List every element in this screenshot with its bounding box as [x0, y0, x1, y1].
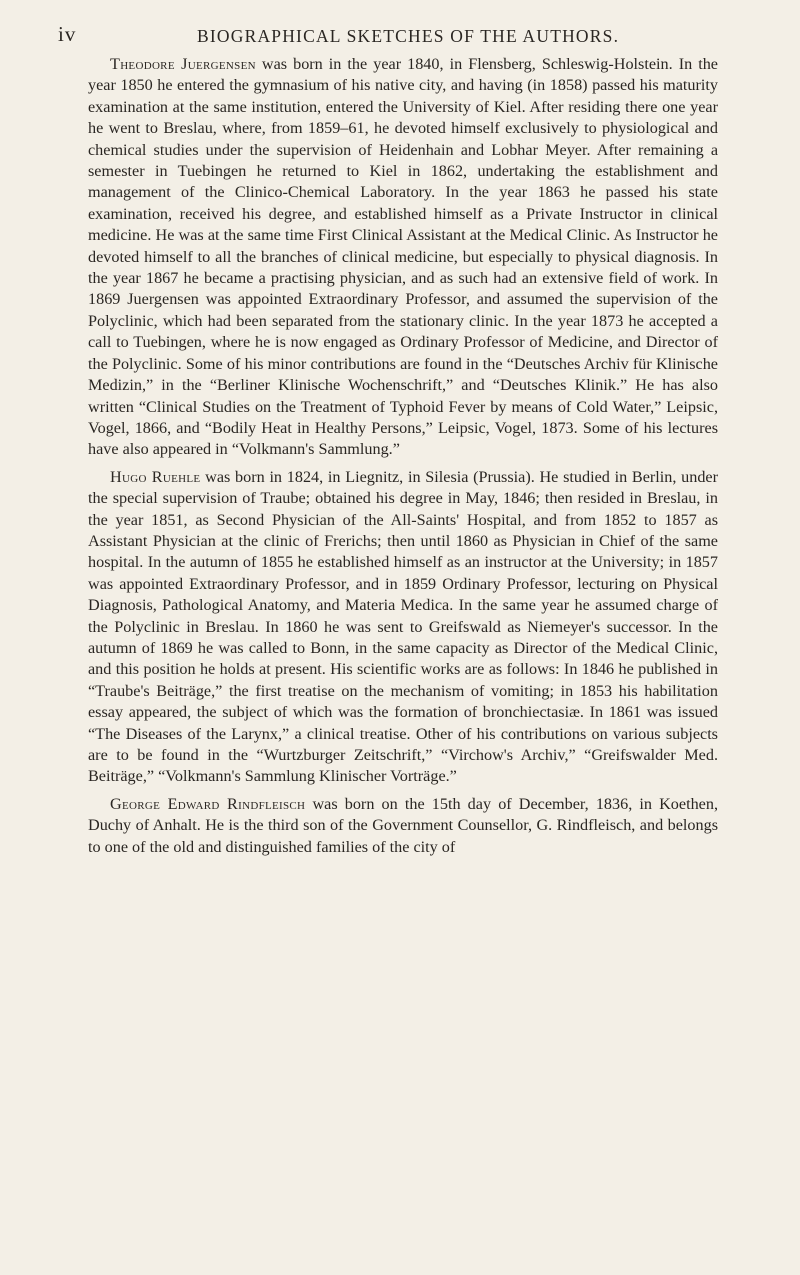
biography-text: was born in the year 1840, in Flensberg, Schleswig-Holstein. In the year 1850 he entered the gymnasium of his native city, and having (in 1858) passed his maturity examination at the same institution, entered the University of Kiel. After residing there one year he went to Breslau, where, from 1859–61, he devoted himself exclusively to physiological and chemical studies under the supervision of Heidenhain and Lobhar Meyer. After remaining a semester in Tuebingen he returned to Kiel in 1862, undertaking the establishment and management of the Clinico-Chemical Laboratory. In the year 1863 he passed his state examination, received his degree, and established himself as a Private Instructor in clinical medicine. He was at the same time First Clinical Assistant at the Medical Clinic. As Instructor he devoted himself to all the branches of clinical medicine, but especially to physical diagnosis. In the year 1867 he became a practising physician, and as such had an extensive field of work. In 1869 Juergensen was appointed Extraordinary Professor, and assumed the supervision of the Polyclinic, which had been separated from the stationary clinic. In the year 1873 he accepted a call to Tuebingen, where he is now engaged as Ordinary Professor of Medicine, and Director of the Polyclinic. Some of his minor contributions are found in the “Deutsches Archiv für Klinische Medizin,” in the “Berliner Klinische Wochenschrift,” and “Deutsches Klinik.” He has also written “Clinical Studies on the Treatment of Typhoid Fever by means of Cold Water,” Leipsic, Vogel, 1866, and “Bodily Heat in Healthy Persons,” Leipsic, Vogel, 1873. Some of his lectures have also appeared in “Volkmann's Sammlung.”	[88, 55, 718, 459]
body-text	[88, 54, 718, 864]
biography-name: George Edward Rindfleisch	[110, 794, 306, 813]
biography-name: Hugo Ruehle	[110, 467, 201, 486]
biography-paragraph	[88, 54, 718, 461]
biography-paragraph	[88, 794, 718, 858]
page-header	[0, 14, 800, 54]
running-head: BIOGRAPHICAL SKETCHES OF THE AUTHORS.	[197, 26, 620, 46]
biography-paragraph	[88, 467, 718, 788]
page-number: iv	[58, 22, 77, 46]
biography-text: was born in 1824, in Liegnitz, in Silesia (Prussia). He studied in Berlin, under the special supervision of Traube; obtained his degree in May, 1846; then resided in Breslau, in the year 1851, as Second Physician of the All-Saints' Hospital, and from 1852 to 1857 as Assistant Physician at the clinic of Frerichs; then until 1860 as Physician in Chief of the same hospital. In the autumn of 1855 he established himself as an instructor at the University; in 1857 was appointed Extraordinary Professor, and in 1859 Ordinary Professor, lecturing on Physical Diagnosis, Pathological Anatomy, and Materia Medica. In the same year he assumed charge of the Polyclinic in Breslau. In 1860 he was sent to Greifswald as Niemeyer's successor. In the autumn of 1869 he was called to Bonn, in the same capacity as Director of the Medical Clinic, and this position he holds at present. His scientific works are as follows: In 1846 he published in “Traube's Beiträge,” the first treatise on the mechanism of vomiting; in 1853 his habilitation essay appeared, the subject of which was the formation of bronchiectasiæ. In 1861 was issued “The Diseases of the Larynx,” a clinical treatise. Other of his contributions on various subjects are to be found in the “Wurtzburger Zeitschrift,” “Virchow's Archiv,” “Greifswalder Med. Beiträge,” “Volkmann's Sammlung Klinischer Vorträge.”	[88, 467, 718, 786]
biography-text: was born on the 15th day of December, 1836, in Koethen, Duchy of Anhalt. He is the third son of the Government Counsellor, G. Rindfleisch, and belongs to one of the old and distinguished families of the city of	[88, 794, 718, 856]
biography-name: Theodore Juergensen	[110, 55, 256, 73]
